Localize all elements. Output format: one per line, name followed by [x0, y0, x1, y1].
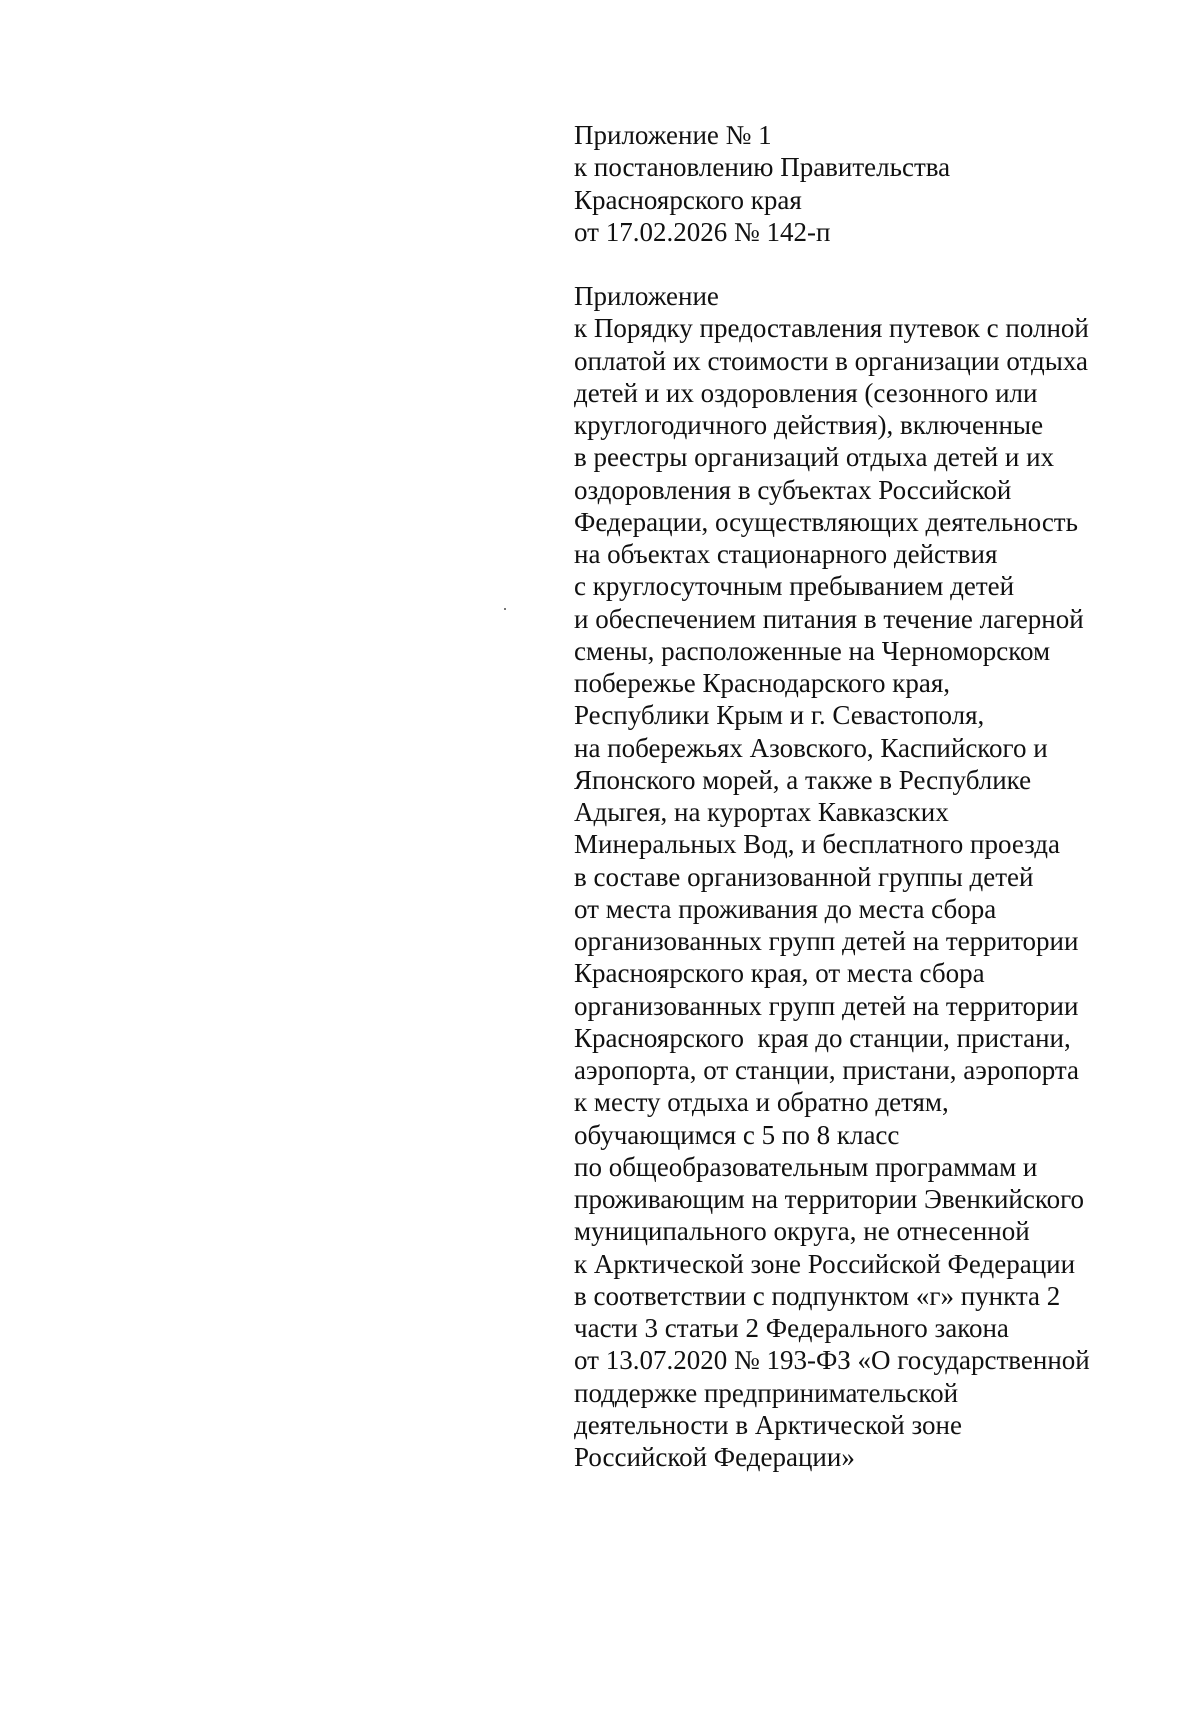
appendix-line: по общеобразовательным программам и [574, 1151, 1038, 1182]
appendix-line: Адыгея, на курортах Кавказских [574, 797, 949, 827]
appendix-reference [574, 280, 1090, 1473]
appendix-header [574, 119, 950, 248]
appendix-line: на побережьях Азовского, Каспийского и [574, 732, 1048, 763]
header-line: Приложение № 1 [574, 120, 772, 150]
appendix-line: оздоровления в субъектах Российской [574, 474, 1012, 505]
appendix-line: оплатой их стоимости в организации отдыха [574, 345, 1088, 376]
header-line: к постановлению Правительства [574, 152, 951, 183]
scan-speck [504, 608, 506, 610]
appendix-line: к Арктической зоне Российской Федерации [574, 1248, 1076, 1279]
appendix-line: аэропорта, от станции, пристани, аэропорта [574, 1055, 1080, 1085]
appendix-line: муниципального округа, не отнесенной [574, 1216, 1030, 1247]
appendix-line: смены, расположенные на Черноморском [574, 635, 1051, 666]
appendix-line: в составе организованной группы детей [574, 861, 1034, 892]
appendix-line: части 3 статьи 2 Федерального закона [574, 1313, 1009, 1343]
appendix-line: от места проживания до места сбора [574, 893, 997, 924]
appendix-line: Российской Федерации» [574, 1442, 855, 1472]
appendix-line: на объектах стационарного действия [574, 539, 998, 569]
appendix-line: Японского морей, а также в Республике [574, 764, 1032, 795]
appendix-line: от 13.07.2020 № 193-ФЗ «О государственной [574, 1345, 1090, 1376]
appendix-line: обучающимся с 5 по 8 класс [574, 1119, 900, 1150]
appendix-line: Республики Крым и г. Севастополя, [574, 700, 985, 731]
appendix-line: организованных групп детей на территории [574, 990, 1079, 1021]
appendix-line: круглогодичного действия), включенные [574, 410, 1044, 440]
appendix-line: Красноярского края до станции, пристани, [574, 1022, 1071, 1053]
appendix-line: Федерации, осуществляющих деятельность [574, 506, 1078, 537]
appendix-line: проживающим на территории Эвенкийского [574, 1184, 1085, 1214]
appendix-line: в соответствии с подпунктом «г» пункта 2 [574, 1280, 1061, 1311]
header-line: от 17.02.2026 № 142-п [574, 216, 831, 247]
appendix-line: организованных групп детей на территории [574, 926, 1079, 956]
appendix-line: в реестры организаций отдыха детей и их [574, 442, 1055, 473]
appendix-line: детей и их оздоровления (сезонного или [574, 377, 1038, 408]
appendix-line: к месту отдыха и обратно детям, [574, 1087, 949, 1118]
header-line: Красноярского края [574, 184, 802, 215]
appendix-line: поддержке предпринимательской [574, 1377, 959, 1408]
appendix-line: и обеспечением питания в течение лагерной [574, 603, 1084, 634]
appendix-line: Приложение [574, 281, 719, 311]
appendix-line: с круглосуточным пребыванием детей [574, 571, 1015, 602]
appendix-line: побережье Краснодарского края, [574, 668, 951, 698]
appendix-line: деятельности в Арктической зоне [574, 1409, 962, 1440]
appendix-line: к Порядку предоставления путевок с полной [574, 313, 1089, 344]
appendix-line: Минеральных Вод, и бесплатного проезда [574, 829, 1061, 860]
appendix-line: Красноярского края, от места сбора [574, 958, 985, 989]
